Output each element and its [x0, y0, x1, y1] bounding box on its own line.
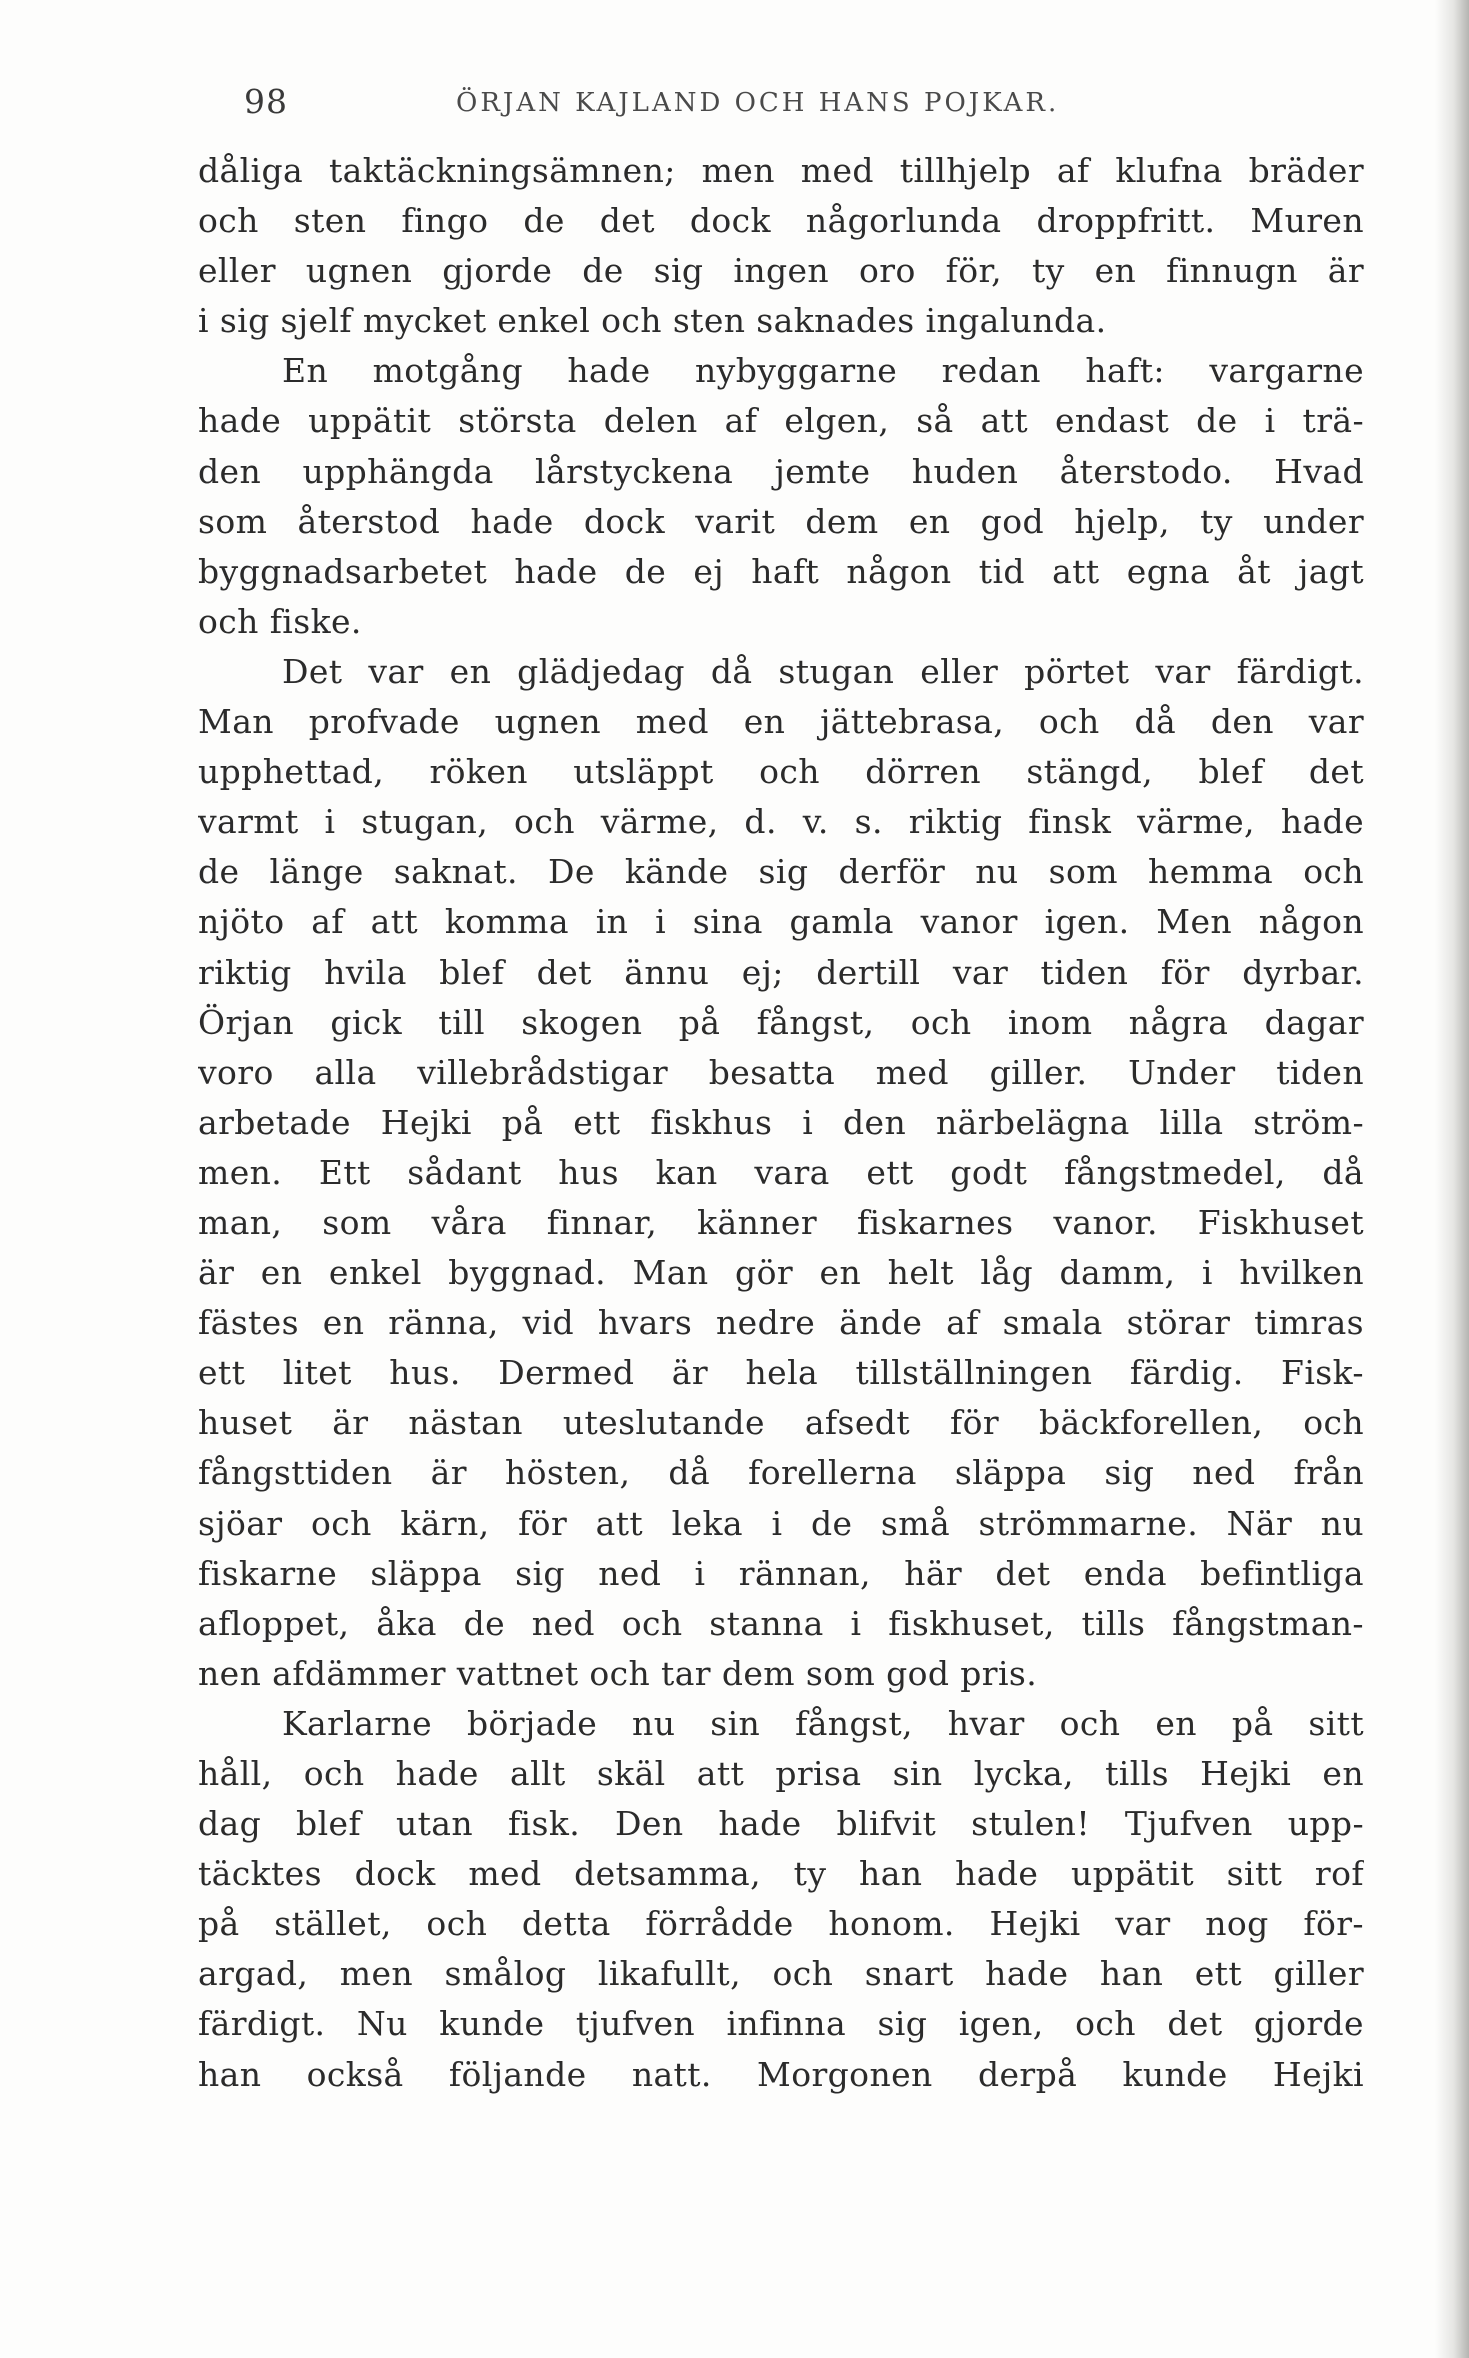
- page-edge-shadow: [1435, 0, 1469, 2358]
- text-line: dåliga taktäckningsämnen; men med tillhjelp af klufna bräder: [198, 151, 1364, 190]
- page-number: 98: [244, 82, 288, 121]
- body-text: [198, 146, 1364, 2100]
- text-line: Man profvade ugnen med en jättebrasa, och då den var: [198, 702, 1364, 742]
- text-line: fångsttiden är hösten, då forellerna släppa sig ned från: [198, 1453, 1364, 1493]
- text-line: arbetade Hejki på ett fiskhus i den närbelägna lilla ström-: [198, 1102, 1364, 1142]
- text-line: eller ugnen gjorde de sig ingen oro för, ty en finnugn är: [198, 251, 1364, 291]
- text-line: dag blef utan fisk. Den hade blifvit stulen! Tjufven upp-: [198, 1804, 1364, 1844]
- running-title: ÖRJAN KAJLAND OCH HANS POJKAR.: [456, 88, 1060, 118]
- text-line: sjöar och kärn, för att leka i de små strömmarne. När nu: [198, 1503, 1364, 1543]
- text-line: hade uppätit största delen af elgen, så att endast de i trä-: [198, 401, 1364, 441]
- text-line: riktig hvila blef det ännu ej; dertill var tiden för dyrbar.: [198, 952, 1364, 992]
- text-line: fästes en ränna, vid hvars nedre ände af smala störar timras: [198, 1303, 1364, 1343]
- page-header: [244, 78, 1244, 126]
- text-line: den upphängda lårstyckena jemte huden återstodo. Hvad: [198, 451, 1364, 491]
- text-line: huset är nästan uteslutande afsedt för bäckforellen, och: [198, 1403, 1364, 1443]
- text-line: argad, men smålog likafullt, och snart hade han ett giller: [198, 1954, 1364, 1994]
- text-line: Karlarne började nu sin fångst, hvar och en på sitt: [282, 1703, 1364, 1743]
- text-line: varmt i stugan, och värme, d. v. s. riktig finsk värme, hade: [198, 802, 1364, 842]
- text-line: fiskarne släppa sig ned i rännan, här det enda befintliga: [198, 1553, 1364, 1593]
- text-line: men. Ett sådant hus kan vara ett godt fångstmedel, då: [198, 1152, 1364, 1192]
- text-line: man, som våra finnar, känner fiskarnes vanor. Fiskhuset: [198, 1202, 1364, 1242]
- text-line: är en enkel byggnad. Man gör en helt låg damm, i hvilken: [198, 1253, 1364, 1293]
- text-line: upphettad, röken utsläppt och dörren stängd, blef det: [198, 752, 1364, 792]
- text-line: afloppet, åka de ned och stanna i fiskhuset, tills fångstman-: [198, 1603, 1364, 1643]
- text-line: voro alla villebrådstigar besatta med giller. Under tiden: [198, 1052, 1364, 1092]
- text-line: på stället, och detta förrådde honom. Hejki var nog för-: [198, 1904, 1364, 1944]
- text-line: och fiske.: [198, 601, 362, 641]
- text-line: byggnadsarbetet hade de ej haft någon tid att egna åt jagt: [198, 551, 1364, 591]
- text-line: ett litet hus. Dermed är hela tillställningen färdig. Fisk-: [198, 1353, 1364, 1393]
- text-line: färdigt. Nu kunde tjufven infinna sig igen, och det gjorde: [198, 2004, 1364, 2044]
- text-line: Örjan gick till skogen på fångst, och inom några dagar: [198, 1002, 1364, 1042]
- text-line: En motgång hade nybyggarne redan haft: vargarne: [282, 351, 1364, 391]
- text-line: han också följande natt. Morgonen derpå kunde Hejki: [198, 2054, 1364, 2094]
- text-line: håll, och hade allt skäl att prisa sin lycka, tills Hejki en: [198, 1754, 1364, 1793]
- text-line: täcktes dock med detsamma, ty han hade uppätit sitt rof: [198, 1854, 1364, 1894]
- text-line: de länge saknat. De kände sig derför nu som hemma och: [198, 852, 1364, 892]
- text-line: som återstod hade dock varit dem en god hjelp, ty under: [198, 501, 1364, 541]
- text-line: njöto af att komma in i sina gamla vanor igen. Men någon: [198, 902, 1364, 942]
- text-line: nen afdämmer vattnet och tar dem som god pris.: [198, 1653, 1038, 1693]
- text-line: Det var en glädjedag då stugan eller pörtet var färdigt.: [282, 651, 1364, 691]
- text-line: och sten fingo de det dock någorlunda droppfritt. Muren: [198, 201, 1364, 241]
- text-line: i sig sjelf mycket enkel och sten saknades ingalunda.: [198, 301, 1107, 341]
